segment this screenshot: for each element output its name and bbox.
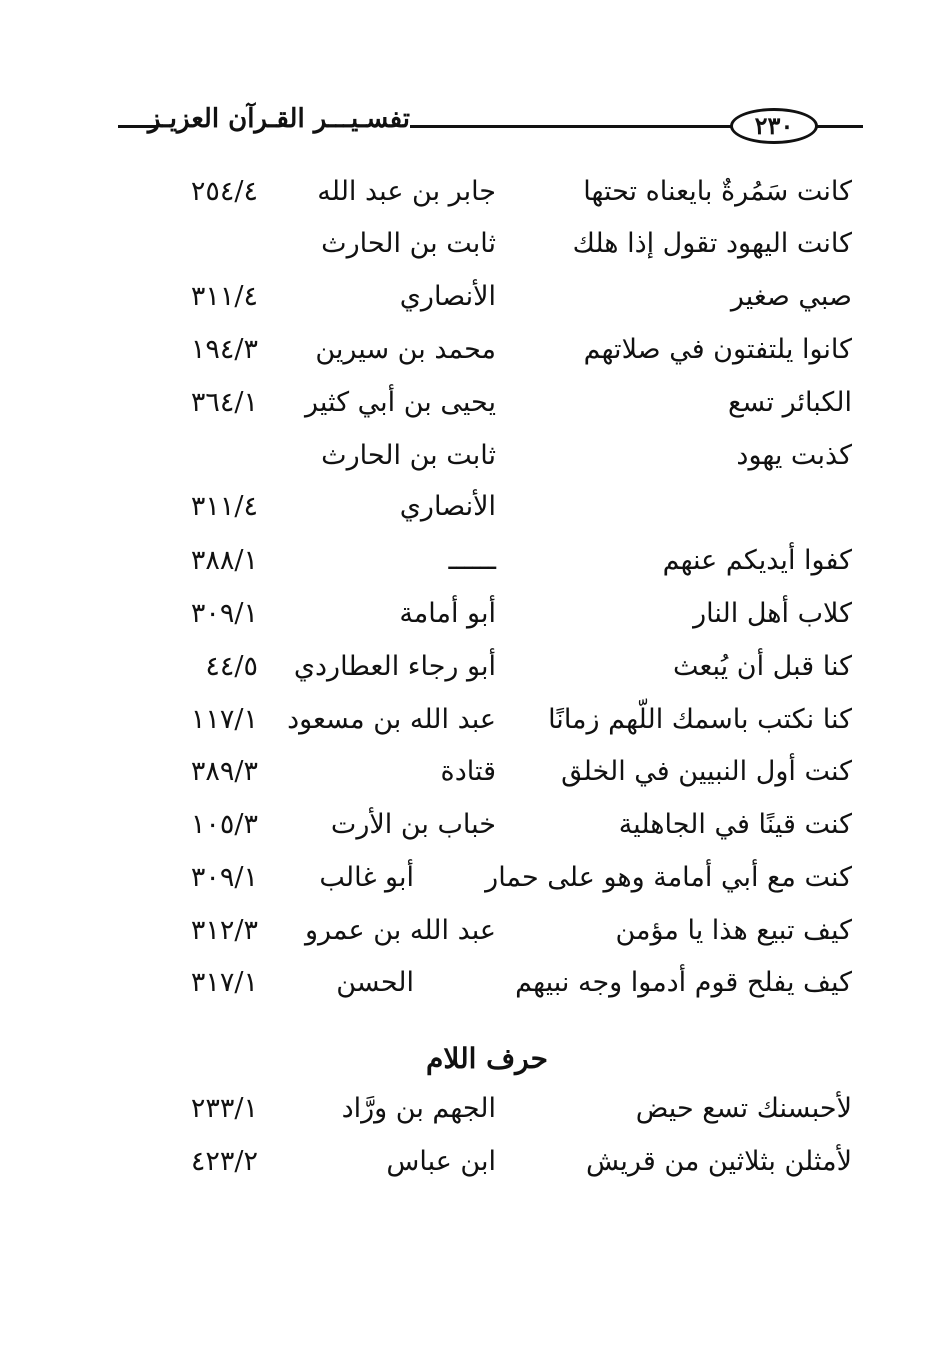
- hadith-text: لأمثلن بثلاثين من قريش: [586, 1146, 852, 1177]
- index-row: [0, 809, 934, 855]
- narrator: ابن عباس: [386, 1146, 496, 1177]
- index-row: [0, 967, 934, 1013]
- hadith-text: كفوا أيديكم عنهم: [662, 545, 852, 576]
- hadith-text: كانوا يلتفتون في صلاتهم: [583, 334, 852, 365]
- narrator: الجهم بن ورَّاد: [341, 1093, 496, 1124]
- index-row: [0, 387, 934, 433]
- hadith-text: كانت سَمُرةٌ بايعناه تحتها: [583, 176, 852, 207]
- reference: ٣٦٤/١: [190, 387, 258, 418]
- narrator: خباب بن الأرت: [330, 809, 496, 840]
- hadith-text: كنت أول النبيين في الخلق: [561, 756, 852, 787]
- reference: ١٠٥/٣: [190, 809, 258, 840]
- reference: ٢٣٣/١: [190, 1093, 258, 1124]
- index-row: [0, 915, 934, 961]
- narrator: قتادة: [440, 756, 496, 787]
- book-title: تفسـيـــر القـرآن العزيـز: [147, 104, 410, 134]
- reference: ٤٤/٥: [205, 651, 258, 682]
- index-row: [0, 545, 934, 591]
- index-row: [0, 756, 934, 802]
- reference: ٣٠٩/١: [190, 862, 258, 893]
- index-row: [0, 281, 934, 327]
- reference: ٣١٢/٣: [190, 915, 258, 946]
- index-row: [0, 651, 934, 697]
- reference: ١٩٤/٣: [190, 334, 258, 365]
- reference: ٣١٧/١: [190, 967, 258, 998]
- index-row: [0, 228, 934, 274]
- narrator: الأنصاري: [399, 491, 496, 522]
- narrator: ثابت بن الحارث: [321, 228, 496, 259]
- narrator: عبد الله بن عمرو: [304, 915, 496, 946]
- index-row: [0, 598, 934, 644]
- hadith-text: صبي صغير: [730, 281, 852, 312]
- narrator: جابر بن عبد الله: [317, 176, 496, 207]
- index-row: [0, 491, 934, 537]
- narrator: عبد الله بن مسعود: [287, 704, 496, 735]
- hadith-text: كيف يفلح قوم أدموا وجه نبيهم: [515, 967, 852, 998]
- index-row: [0, 862, 934, 908]
- reference: ٣٨٨/١: [190, 545, 258, 576]
- narrator: الحسن: [336, 967, 414, 998]
- reference: ٤٢٣/٢: [190, 1146, 258, 1177]
- hadith-text: كنا قبل أن يُبعث: [672, 651, 852, 682]
- narrator: أبو غالب: [319, 862, 414, 893]
- header-rule-right: [818, 125, 863, 128]
- section-heading: حرف اللام: [426, 1042, 548, 1075]
- narrator: ــــــ: [448, 545, 496, 576]
- hadith-text: كنت مع أبي أمامة وهو على حمار: [485, 862, 852, 893]
- index-row: [0, 176, 934, 222]
- narrator: الأنصاري: [399, 281, 496, 312]
- running-header: [118, 104, 863, 148]
- index-row: [0, 704, 934, 750]
- narrator: محمد بن سيرين: [315, 334, 496, 365]
- reference: ٣١١/٤: [190, 281, 258, 312]
- reference: ٣١١/٤: [190, 491, 258, 522]
- hadith-text: لأحبسنك تسع حيض: [635, 1093, 852, 1124]
- reference: ٣٠٩/١: [190, 598, 258, 629]
- hadith-text: كنا نكتب باسمك اللّهم زمانًا: [548, 704, 852, 735]
- hadith-text: كانت اليهود تقول إذا هلك: [572, 228, 852, 259]
- index-row: [0, 440, 934, 486]
- page-number: ٢٣٠: [730, 108, 818, 144]
- hadith-text: كلاب أهل النار: [693, 598, 852, 629]
- index-row: [0, 334, 934, 380]
- hadith-text: الكبائر تسع: [728, 387, 852, 418]
- hadith-text: كذبت يهود: [736, 440, 852, 471]
- reference: ٣٨٩/٣: [190, 756, 258, 787]
- narrator: أبو أمامة: [399, 598, 496, 629]
- narrator: أبو رجاء العطاردي: [293, 651, 496, 682]
- narrator: يحيى بن أبي كثير: [305, 387, 496, 418]
- narrator: ثابت بن الحارث: [321, 440, 496, 471]
- reference: ١١٧/١: [190, 704, 258, 735]
- index-row: [0, 1146, 934, 1192]
- hadith-text: كيف تبيع هذا يا مؤمن: [615, 915, 852, 946]
- index-row: [0, 1093, 934, 1139]
- reference: ٢٥٤/٤: [190, 176, 258, 207]
- hadith-text: كنت قينًا في الجاهلية: [618, 809, 852, 840]
